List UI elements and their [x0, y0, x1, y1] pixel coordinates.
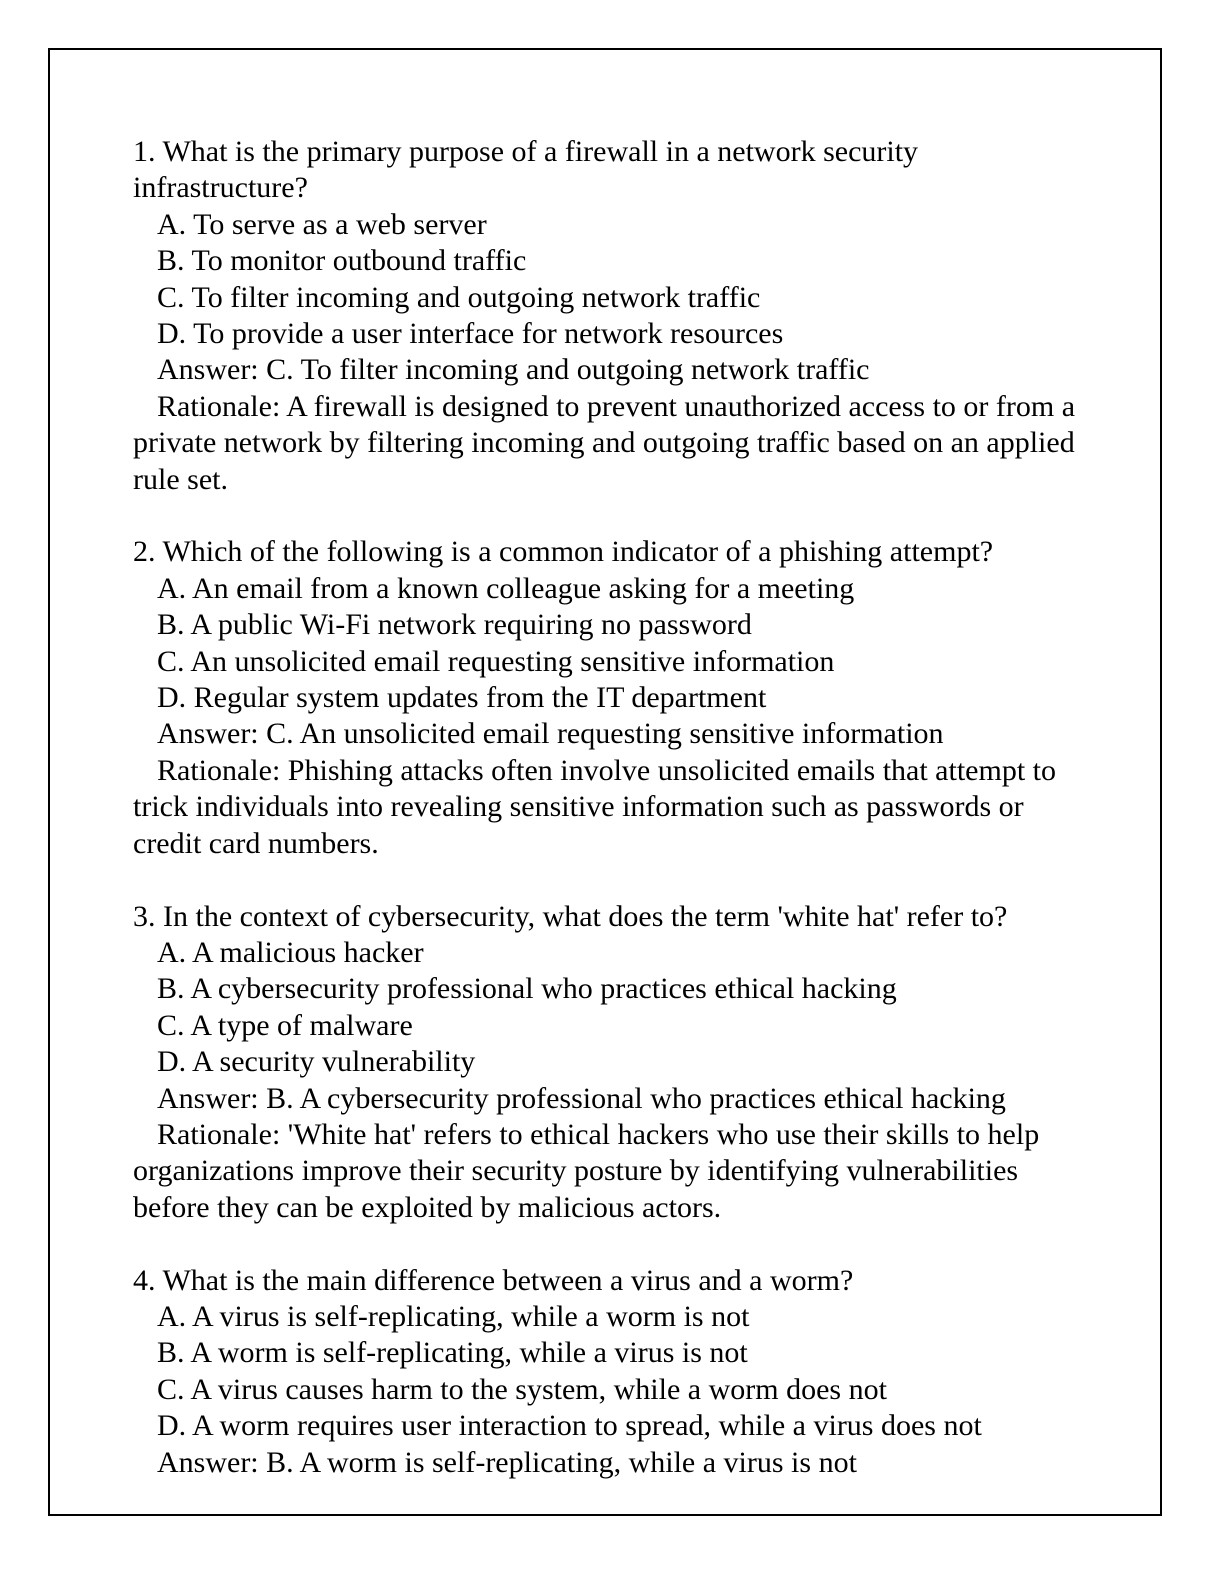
question-3: [133, 899, 1093, 1227]
question-stem: 2. Which of the following is a common indicator of a phishing attempt?: [133, 535, 994, 569]
option-d: D. A worm requires user interaction to spread, while a virus does not: [157, 1409, 982, 1443]
option-c: C. To filter incoming and outgoing network traffic: [157, 280, 761, 314]
answer: Answer: C. To filter incoming and outgoing network traffic: [157, 353, 870, 387]
answer: Answer: B. A cybersecurity professional who practices ethical hacking: [157, 1081, 1006, 1115]
option-d: D. Regular system updates from the IT department: [157, 681, 767, 715]
question-2: [133, 534, 1093, 862]
option-d: D. A security vulnerability: [157, 1045, 476, 1079]
option-b: B. A public Wi-Fi network requiring no password: [157, 608, 752, 642]
question-1: [133, 134, 1093, 498]
option-a: A. A malicious hacker: [157, 935, 424, 969]
option-b: B. A worm is self-replicating, while a virus is not: [157, 1336, 748, 1370]
rationale: Rationale: A firewall is designed to prevent unauthorized access to or from a private network by filtering incoming and outgoing traffic based on an applied rule set.: [133, 389, 1076, 496]
quiz-content: [133, 134, 1093, 1517]
rationale: Rationale: Phishing attacks often involve unsolicited emails that attempt to trick individuals into revealing sensitive information such as passwords or credit card numbers.: [133, 753, 1056, 860]
question-stem: 3. In the context of cybersecurity, what does the term 'white hat' refer to?: [133, 899, 1008, 933]
option-d: D. To provide a user interface for network resources: [157, 317, 784, 351]
option-c: C. A virus causes harm to the system, while a worm does not: [157, 1372, 887, 1406]
question-stem: 4. What is the main difference between a virus and a worm?: [133, 1263, 854, 1297]
answer: Answer: B. A worm is self-replicating, while a virus is not: [157, 1445, 857, 1479]
option-a: A. An email from a known colleague asking for a meeting: [157, 571, 855, 605]
option-b: B. A cybersecurity professional who practices ethical hacking: [157, 972, 897, 1006]
question-4: [133, 1263, 1093, 1481]
option-b: B. To monitor outbound traffic: [157, 244, 527, 278]
option-c: C. A type of malware: [157, 1008, 413, 1042]
option-a: A. A virus is self-replicating, while a worm is not: [157, 1299, 750, 1333]
option-c: C. An unsolicited email requesting sensitive information: [157, 644, 835, 678]
option-a: A. To serve as a web server: [157, 207, 487, 241]
question-stem: 1. What is the primary purpose of a firewall in a network security infrastructure?: [133, 135, 919, 205]
rationale: Rationale: 'White hat' refers to ethical hackers who use their skills to help organizations improve their security posture by identifying vulnerabilities before they can be exploited by malicious actors.: [133, 1117, 1040, 1224]
answer: Answer: C. An unsolicited email requesting sensitive information: [157, 717, 944, 751]
